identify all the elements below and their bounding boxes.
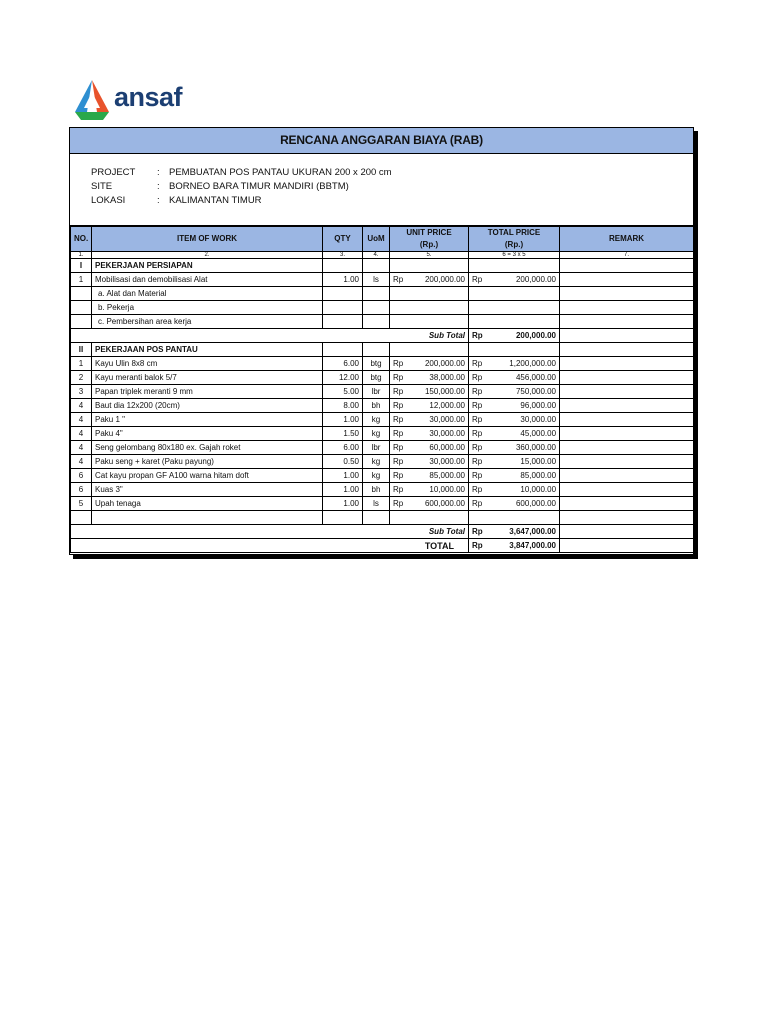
column-number-row bbox=[71, 252, 694, 259]
info-key: LOKASI bbox=[91, 195, 126, 206]
cell-currency: Rp bbox=[469, 427, 484, 441]
cell-qty: 1.00 bbox=[323, 413, 363, 427]
cell-currency: Rp bbox=[390, 469, 405, 483]
info-row-lokasi bbox=[91, 194, 262, 208]
cell-currency: Rp bbox=[469, 385, 484, 399]
section-title: PEKERJAAN POS PANTAU bbox=[92, 343, 323, 357]
cell-remark bbox=[560, 371, 694, 385]
cell-remark bbox=[560, 315, 694, 329]
cell-currency bbox=[390, 287, 405, 301]
cell-remark bbox=[560, 343, 694, 357]
cell-unit-price bbox=[405, 259, 469, 273]
cell-item: Kayu meranti balok 5/7 bbox=[92, 371, 323, 385]
cell-currency bbox=[390, 315, 405, 329]
cell-remark bbox=[560, 385, 694, 399]
table-row bbox=[71, 399, 694, 413]
cell-currency bbox=[469, 511, 484, 525]
cell-qty bbox=[323, 343, 363, 357]
table-row bbox=[71, 469, 694, 483]
cell-currency: Rp bbox=[469, 329, 484, 343]
info-row-project bbox=[91, 166, 392, 180]
logo-text: ansaf bbox=[114, 82, 183, 112]
cell-remark bbox=[560, 413, 694, 427]
cell-total-price: 85,000.00 bbox=[484, 469, 560, 483]
cell-remark bbox=[560, 287, 694, 301]
subtotal-label: Sub Total bbox=[71, 329, 469, 343]
cell-unit-price: 200,000.00 bbox=[405, 273, 469, 287]
cell-uom: kg bbox=[363, 427, 390, 441]
col-number: 5. bbox=[390, 252, 469, 259]
cell-total-price: 600,000.00 bbox=[484, 497, 560, 511]
cell-no: 4 bbox=[71, 413, 92, 427]
cell-uom: lbr bbox=[363, 385, 390, 399]
cell-item: Paku 1 " bbox=[92, 413, 323, 427]
subtotal-row bbox=[71, 525, 694, 539]
cell-currency: Rp bbox=[390, 455, 405, 469]
col-header-total-price bbox=[469, 227, 560, 252]
cell-item: Paku seng + karet (Paku payung) bbox=[92, 455, 323, 469]
cell-qty: 1.00 bbox=[323, 483, 363, 497]
cell-item: Paku 4" bbox=[92, 427, 323, 441]
cell-qty: 1.50 bbox=[323, 427, 363, 441]
cell-currency: Rp bbox=[469, 399, 484, 413]
cell-unit-price: 150,000.00 bbox=[405, 385, 469, 399]
cell-item bbox=[92, 511, 323, 525]
cell-currency: Rp bbox=[469, 441, 484, 455]
col-header-unit-price-line1: UNIT PRICE bbox=[406, 228, 452, 237]
cell-total-price: 15,000.00 bbox=[484, 455, 560, 469]
cell-qty: 6.00 bbox=[323, 441, 363, 455]
cell-remark bbox=[560, 399, 694, 413]
col-header-unit-price bbox=[390, 227, 469, 252]
cell-remark bbox=[560, 511, 694, 525]
table-row bbox=[71, 385, 694, 399]
cell-item: Papan triplek meranti 9 mm bbox=[92, 385, 323, 399]
cell-total-price bbox=[484, 343, 560, 357]
subtotal-row bbox=[71, 329, 694, 343]
cell-qty bbox=[323, 259, 363, 273]
cell-unit-price: 60,000.00 bbox=[405, 441, 469, 455]
cell-remark bbox=[560, 273, 694, 287]
cell-item: Cat kayu propan GF A100 warna hitam doft bbox=[92, 469, 323, 483]
cell-total-price: 10,000.00 bbox=[484, 483, 560, 497]
cell-item: b. Pekerja bbox=[92, 301, 323, 315]
cell-total-price: 1,200,000.00 bbox=[484, 357, 560, 371]
cell-uom: ls bbox=[363, 497, 390, 511]
cell-no: 3 bbox=[71, 385, 92, 399]
col-header-total-price-line2: (Rp.) bbox=[504, 240, 524, 249]
cell-item: Seng gelombang 80x180 ex. Gajah roket bbox=[92, 441, 323, 455]
cell-currency bbox=[469, 259, 484, 273]
cell-currency: Rp bbox=[390, 413, 405, 427]
cell-currency: Rp bbox=[469, 469, 484, 483]
table-row bbox=[71, 427, 694, 441]
col-number: 4. bbox=[363, 252, 390, 259]
cell-currency bbox=[469, 315, 484, 329]
rab-sheet bbox=[69, 127, 694, 555]
cell-currency: Rp bbox=[469, 483, 484, 497]
cell-unit-price bbox=[405, 315, 469, 329]
subtotal-label: Sub Total bbox=[71, 525, 469, 539]
cell-qty bbox=[323, 301, 363, 315]
col-number: 1. bbox=[71, 252, 92, 259]
cell-uom: kg bbox=[363, 413, 390, 427]
table-row bbox=[71, 287, 694, 301]
cell-no: 4 bbox=[71, 441, 92, 455]
cell-uom: lbr bbox=[363, 441, 390, 455]
cell-unit-price bbox=[405, 287, 469, 301]
cell-unit-price: 12,000.00 bbox=[405, 399, 469, 413]
cell-total-price: 360,000.00 bbox=[484, 441, 560, 455]
ansaf-logo-mark-icon bbox=[73, 78, 111, 122]
project-info bbox=[70, 154, 693, 226]
ansaf-logo bbox=[73, 78, 183, 122]
cell-no: 1 bbox=[71, 357, 92, 371]
cell-currency bbox=[469, 301, 484, 315]
cell-uom: ls bbox=[363, 273, 390, 287]
cell-qty: 8.00 bbox=[323, 399, 363, 413]
section-no: II bbox=[71, 343, 92, 357]
col-number: 3. bbox=[323, 252, 363, 259]
document-title: RENCANA ANGGARAN BIAYA (RAB) bbox=[70, 128, 693, 154]
section-title: PEKERJAAN PERSIAPAN bbox=[92, 259, 323, 273]
cell-item: c. Pembersihan area kerja bbox=[92, 315, 323, 329]
cell-currency: Rp bbox=[469, 539, 484, 553]
cell-currency: Rp bbox=[469, 357, 484, 371]
cell-currency: Rp bbox=[390, 441, 405, 455]
cell-remark bbox=[560, 301, 694, 315]
cell-qty: 1.00 bbox=[323, 469, 363, 483]
col-header-item: ITEM OF WORK bbox=[92, 227, 323, 252]
cell-currency bbox=[469, 287, 484, 301]
cell-no bbox=[71, 301, 92, 315]
col-header-no: NO. bbox=[71, 227, 92, 252]
cell-qty bbox=[323, 287, 363, 301]
total-value: 3,847,000.00 bbox=[484, 539, 560, 553]
section-header-row bbox=[71, 343, 694, 357]
cell-currency: Rp bbox=[469, 371, 484, 385]
subtotal-value: 200,000.00 bbox=[484, 329, 560, 343]
table-row bbox=[71, 371, 694, 385]
table-row bbox=[71, 511, 694, 525]
cell-uom bbox=[363, 343, 390, 357]
cell-unit-price: 200,000.00 bbox=[405, 357, 469, 371]
cell-uom bbox=[363, 511, 390, 525]
cell-total-price bbox=[484, 287, 560, 301]
table-header-row bbox=[71, 227, 694, 252]
cell-item: Kayu Ulin 8x8 cm bbox=[92, 357, 323, 371]
cell-no: 2 bbox=[71, 371, 92, 385]
cell-currency: Rp bbox=[469, 455, 484, 469]
section-no: I bbox=[71, 259, 92, 273]
cell-uom: kg bbox=[363, 455, 390, 469]
cell-unit-price bbox=[405, 343, 469, 357]
cell-qty: 6.00 bbox=[323, 357, 363, 371]
cell-qty bbox=[323, 511, 363, 525]
table-row bbox=[71, 497, 694, 511]
cell-currency bbox=[390, 511, 405, 525]
section-header-row bbox=[71, 259, 694, 273]
cell-item: a. Alat dan Material bbox=[92, 287, 323, 301]
info-value: BORNEO BARA TIMUR MANDIRI (BBTM) bbox=[169, 181, 349, 192]
cell-no: 1 bbox=[71, 273, 92, 287]
cell-currency: Rp bbox=[390, 385, 405, 399]
table-row bbox=[71, 301, 694, 315]
table-row bbox=[71, 357, 694, 371]
rab-table bbox=[70, 226, 694, 553]
cell-total-price bbox=[484, 511, 560, 525]
cell-remark bbox=[560, 497, 694, 511]
cell-unit-price bbox=[405, 511, 469, 525]
cell-total-price: 200,000.00 bbox=[484, 273, 560, 287]
cell-qty: 5.00 bbox=[323, 385, 363, 399]
cell-currency: Rp bbox=[469, 525, 484, 539]
cell-total-price: 30,000.00 bbox=[484, 413, 560, 427]
cell-currency: Rp bbox=[390, 371, 405, 385]
cell-currency bbox=[390, 301, 405, 315]
cell-no: 6 bbox=[71, 483, 92, 497]
cell-unit-price: 600,000.00 bbox=[405, 497, 469, 511]
cell-remark bbox=[560, 441, 694, 455]
cell-total-price: 96,000.00 bbox=[484, 399, 560, 413]
info-sep: : bbox=[157, 167, 160, 178]
cell-currency: Rp bbox=[390, 483, 405, 497]
cell-currency bbox=[469, 343, 484, 357]
cell-no: 5 bbox=[71, 497, 92, 511]
cell-uom bbox=[363, 315, 390, 329]
cell-currency: Rp bbox=[390, 399, 405, 413]
info-key: PROJECT bbox=[91, 167, 136, 178]
cell-uom: bh bbox=[363, 483, 390, 497]
cell-currency bbox=[390, 343, 405, 357]
info-row-site bbox=[91, 180, 349, 194]
cell-currency: Rp bbox=[469, 413, 484, 427]
col-header-uom: UoM bbox=[363, 227, 390, 252]
cell-unit-price: 10,000.00 bbox=[405, 483, 469, 497]
cell-remark bbox=[560, 455, 694, 469]
col-number: 2. bbox=[92, 252, 323, 259]
table-row bbox=[71, 483, 694, 497]
table-row bbox=[71, 455, 694, 469]
cell-no: 6 bbox=[71, 469, 92, 483]
cell-currency: Rp bbox=[390, 497, 405, 511]
col-header-qty: QTY bbox=[323, 227, 363, 252]
cell-currency: Rp bbox=[390, 273, 405, 287]
cell-remark bbox=[560, 357, 694, 371]
cell-currency: Rp bbox=[469, 497, 484, 511]
table-row bbox=[71, 441, 694, 455]
cell-remark bbox=[560, 259, 694, 273]
cell-total-price: 456,000.00 bbox=[484, 371, 560, 385]
cell-uom bbox=[363, 259, 390, 273]
col-header-remark: REMARK bbox=[560, 227, 694, 252]
cell-no: 4 bbox=[71, 455, 92, 469]
cell-unit-price: 38,000.00 bbox=[405, 371, 469, 385]
info-value: KALIMANTAN TIMUR bbox=[169, 195, 262, 206]
table-row bbox=[71, 273, 694, 287]
cell-uom: kg bbox=[363, 469, 390, 483]
cell-unit-price bbox=[405, 301, 469, 315]
cell-uom bbox=[363, 301, 390, 315]
cell-no bbox=[71, 511, 92, 525]
cell-total-price: 750,000.00 bbox=[484, 385, 560, 399]
cell-total-price: 45,000.00 bbox=[484, 427, 560, 441]
cell-remark bbox=[560, 329, 694, 343]
cell-remark bbox=[560, 427, 694, 441]
cell-remark bbox=[560, 483, 694, 497]
col-header-unit-price-line2: (Rp.) bbox=[419, 240, 439, 249]
cell-total-price bbox=[484, 315, 560, 329]
cell-total-price bbox=[484, 259, 560, 273]
cell-qty: 12.00 bbox=[323, 371, 363, 385]
total-label: TOTAL bbox=[71, 539, 469, 553]
info-sep: : bbox=[157, 195, 160, 206]
table-row bbox=[71, 413, 694, 427]
cell-uom bbox=[363, 287, 390, 301]
cell-uom: btg bbox=[363, 357, 390, 371]
cell-remark bbox=[560, 539, 694, 553]
cell-qty bbox=[323, 315, 363, 329]
cell-uom: btg bbox=[363, 371, 390, 385]
cell-item: Mobilisasi dan demobilisasi Alat bbox=[92, 273, 323, 287]
cell-item: Kuas 3" bbox=[92, 483, 323, 497]
cell-currency bbox=[390, 259, 405, 273]
cell-qty: 0.50 bbox=[323, 455, 363, 469]
cell-unit-price: 30,000.00 bbox=[405, 427, 469, 441]
total-row bbox=[71, 539, 694, 553]
cell-unit-price: 85,000.00 bbox=[405, 469, 469, 483]
cell-unit-price: 30,000.00 bbox=[405, 413, 469, 427]
info-value: PEMBUATAN POS PANTAU UKURAN 200 x 200 cm bbox=[169, 167, 392, 178]
cell-qty: 1.00 bbox=[323, 273, 363, 287]
cell-unit-price: 30,000.00 bbox=[405, 455, 469, 469]
cell-currency: Rp bbox=[390, 357, 405, 371]
cell-no bbox=[71, 287, 92, 301]
info-sep: : bbox=[157, 181, 160, 192]
cell-item: Baut dia 12x200 (20cm) bbox=[92, 399, 323, 413]
col-number: 6 = 3 x 5 bbox=[469, 252, 560, 259]
rab-table-body bbox=[71, 252, 694, 553]
cell-no: 4 bbox=[71, 399, 92, 413]
cell-remark bbox=[560, 469, 694, 483]
cell-total-price bbox=[484, 301, 560, 315]
cell-uom: bh bbox=[363, 399, 390, 413]
cell-currency: Rp bbox=[390, 427, 405, 441]
info-key: SITE bbox=[91, 181, 113, 192]
cell-remark bbox=[560, 525, 694, 539]
cell-qty: 1.00 bbox=[323, 497, 363, 511]
subtotal-value: 3,647,000.00 bbox=[484, 525, 560, 539]
cell-no bbox=[71, 315, 92, 329]
table-row bbox=[71, 315, 694, 329]
col-header-total-price-line1: TOTAL PRICE bbox=[487, 228, 541, 237]
cell-item: Upah tenaga bbox=[92, 497, 323, 511]
cell-no: 4 bbox=[71, 427, 92, 441]
cell-currency: Rp bbox=[469, 273, 484, 287]
col-number: 7. bbox=[560, 252, 694, 259]
